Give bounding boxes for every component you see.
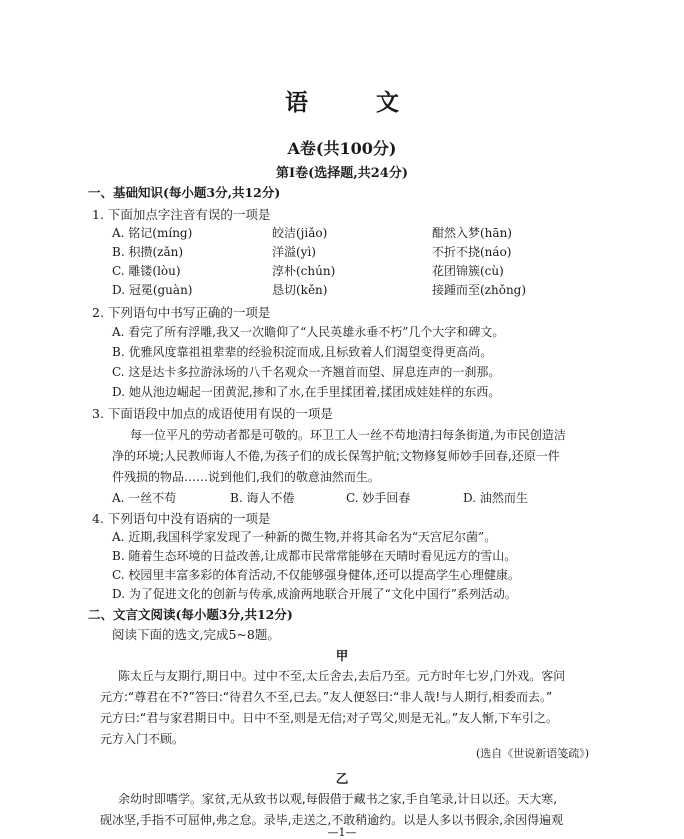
q1-c-3: 花团锦簇(cù): [432, 264, 504, 278]
section-a-title: A卷(共100分): [287, 139, 397, 158]
q1-b-2: 洋溢(yì): [272, 245, 316, 259]
q1-c-2: 淳朴(chún): [272, 264, 336, 278]
q2-option-b: B. 优雅风度靠祖祖辈辈的经验积淀而成,且标致着人们渴望变得更高尚。: [112, 345, 493, 359]
q1-d-2: 恳切(kěn): [272, 283, 328, 297]
q1-a-2: 皎洁(jiǎo): [272, 226, 328, 240]
q3-passage-line-1: 每一位平凡的劳动者都是可敬的。环卫工人一丝不苟地清扫每条街道,为市民创造洁: [130, 428, 566, 442]
part-i-title: 第Ⅰ卷(选择题,共24分): [276, 166, 408, 181]
q2-option-a: A. 看完了所有浮雕,我又一次瞻仰了“人民英雄永垂不朽”几个大字和碑文。: [112, 325, 505, 339]
q2-option-d: D. 她从池边崛起一团黄泥,掺和了水,在手里揉团着,揉团成娃娃样的东西。: [112, 385, 501, 399]
q1-a-1: A. 铭记(míng): [112, 226, 193, 240]
q3-option-b: B. 诲人不倦: [230, 491, 295, 505]
jia-source: (选自《世说新语笺疏》): [476, 747, 590, 760]
q3-passage-line-3: 件残损的物品……说到他们,我们的敬意油然而生。: [112, 470, 380, 484]
page-number: —1—: [327, 826, 357, 839]
q2-stem: 2. 下列语句中书写正确的一项是: [92, 305, 271, 320]
q4-option-b: B. 随着生态环境的日益改善,让成都市民常常能够在天晴时看见远方的雪山。: [112, 549, 517, 563]
q1-stem: 1. 下面加点字注音有误的一项是: [92, 207, 271, 222]
q1-d-1: D. 冠冕(guàn): [112, 283, 193, 297]
q1-b-3: 不折不挠(náo): [432, 245, 512, 259]
q1-a-3: 酣然入梦(hān): [432, 226, 512, 240]
q4-stem: 4. 下列语句中没有语病的一项是: [92, 511, 271, 526]
q1-d-3: 接踵而至(zhǒng): [432, 283, 527, 297]
yi-label: 乙: [335, 771, 349, 786]
q3-stem: 3. 下面语段中加点的成语使用有误的一项是: [92, 406, 333, 421]
jia-line-3: 元方曰:“君与家君期日中。日中不至,则是无信;对子骂父,则是无礼。”友人惭,下车引之。: [100, 711, 558, 725]
q4-option-a: A. 近期,我国科学家发现了一种新的微生物,并将其命名为“天宫尼尔菌”。: [112, 530, 497, 544]
q3-option-a: A. 一丝不苟: [112, 491, 177, 505]
q1-b-1: B. 积攒(zǎn): [112, 245, 184, 259]
subject-title: 语 文: [284, 89, 429, 116]
part2-instruction: 阅读下面的选文,完成5~8题。: [112, 627, 280, 642]
q3-option-c: C. 妙手回春: [346, 491, 411, 505]
yi-line-1: 余幼时即嗜学。家贫,无从致书以观,每假借于藏书之家,手自笔录,计日以还。天大寒,: [118, 792, 558, 806]
part2-heading: 二、文言文阅读(每小题3分,共12分): [88, 607, 293, 622]
jia-line-2: 元方:“尊君在不?”答曰:“待君久不至,已去。”友人便怒曰:“非人哉!与人期行,相委而去。”: [100, 690, 553, 704]
q3-option-d: D. 油然而生: [463, 491, 528, 505]
q4-option-c: C. 校园里丰富多彩的体育活动,不仅能够强身健体,还可以提高学生心理健康。: [112, 568, 521, 582]
jia-label: 甲: [335, 648, 349, 663]
yi-line-2: 砚冰坚,手指不可屈伸,弗之怠。录毕,走送之,不敢稍逾约。以是人多以书假余,余因得遍观: [100, 813, 564, 827]
q3-passage-line-2: 净的环境;人民教师诲人不倦,为孩子们的成长保驾护航;文物修复师妙手回春,还原一件: [112, 449, 560, 463]
jia-line-1: 陈太丘与友期行,期日中。过中不至,太丘舍去,去后乃至。元方时年七岁,门外戏。客问: [118, 669, 566, 683]
part1-heading: 一、基础知识(每小题3分,共12分): [88, 185, 281, 200]
q1-c-1: C. 雕镂(lòu): [112, 264, 181, 278]
q2-option-c: C. 这是达卡多拉游泳场的八千名观众一齐翘首而望、屏息连声的一刹那。: [112, 365, 501, 379]
q4-option-d: D. 为了促进文化的创新与传承,成渝两地联合开展了“文化中国行”系列活动。: [112, 587, 517, 601]
jia-line-4: 元方入门不顾。: [100, 732, 185, 746]
